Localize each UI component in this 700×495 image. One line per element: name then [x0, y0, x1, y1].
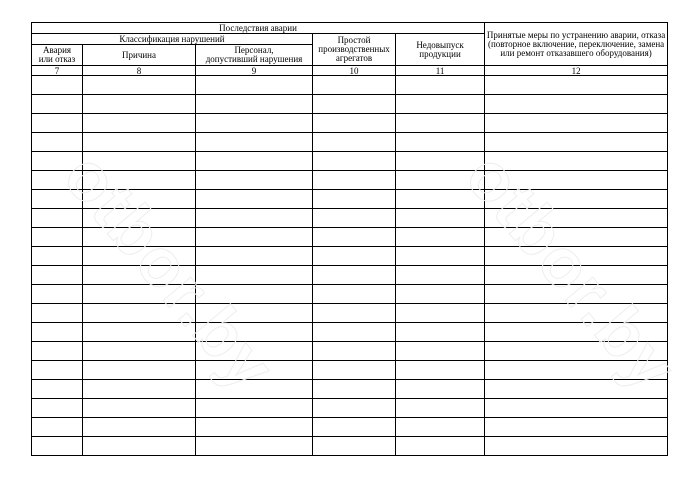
table-cell[interactable]: [396, 228, 485, 247]
table-cell[interactable]: [32, 228, 83, 247]
table-cell[interactable]: [313, 247, 396, 266]
table-cell[interactable]: [32, 152, 83, 171]
table-cell[interactable]: [83, 380, 196, 399]
column-number: 7: [32, 66, 83, 76]
table-row: [32, 209, 668, 228]
table-cell[interactable]: [313, 323, 396, 342]
table-cell[interactable]: [32, 133, 83, 152]
table-cell[interactable]: [32, 437, 83, 456]
table-cell[interactable]: [32, 171, 83, 190]
table-row: [32, 133, 668, 152]
table-cell[interactable]: [196, 76, 313, 95]
table-cell[interactable]: [83, 266, 196, 285]
table-cell[interactable]: [396, 323, 485, 342]
table-cell[interactable]: [485, 323, 668, 342]
table-cell[interactable]: [83, 76, 196, 95]
table-cell[interactable]: [196, 171, 313, 190]
table-cell[interactable]: [485, 76, 668, 95]
table-cell[interactable]: [485, 95, 668, 114]
table-cell[interactable]: [313, 76, 396, 95]
table-cell[interactable]: [485, 418, 668, 437]
table-cell[interactable]: [485, 133, 668, 152]
table-cell[interactable]: [485, 114, 668, 133]
accident-log-table: [31, 22, 668, 456]
header-accident: Авария или отказ: [32, 45, 83, 66]
table-cell[interactable]: [83, 418, 196, 437]
table-cell[interactable]: [485, 247, 668, 266]
table-cell[interactable]: [83, 247, 196, 266]
watermark-logo: otbor.by: [451, 138, 692, 406]
table-cell[interactable]: [32, 190, 83, 209]
table-cell[interactable]: [196, 380, 313, 399]
table-cell[interactable]: [196, 342, 313, 361]
table-cell[interactable]: [196, 190, 313, 209]
table-cell[interactable]: [313, 285, 396, 304]
table-cell[interactable]: [313, 152, 396, 171]
table-cell[interactable]: [313, 266, 396, 285]
table-cell[interactable]: [196, 95, 313, 114]
table-cell[interactable]: [313, 342, 396, 361]
watermark-logo: otbor.by: [49, 138, 290, 406]
table-cell[interactable]: [485, 152, 668, 171]
table-row: [32, 247, 668, 266]
table-cell[interactable]: [32, 285, 83, 304]
table-cell[interactable]: [396, 152, 485, 171]
column-number: 11: [396, 66, 485, 76]
table-cell[interactable]: [485, 437, 668, 456]
table-row: [32, 190, 668, 209]
table-cell[interactable]: [83, 133, 196, 152]
table-cell[interactable]: [196, 361, 313, 380]
table-cell[interactable]: [83, 399, 196, 418]
table-cell[interactable]: [32, 114, 83, 133]
table-cell[interactable]: [32, 304, 83, 323]
table-cell[interactable]: [396, 209, 485, 228]
table-row: [32, 152, 668, 171]
table-cell[interactable]: [485, 399, 668, 418]
table-cell[interactable]: [32, 380, 83, 399]
table-row: [32, 399, 668, 418]
table-cell[interactable]: [83, 361, 196, 380]
column-number: 8: [83, 66, 196, 76]
header-measures: Принятые меры по устранению аварии, отказа (повторное включение, переключение, замена или ремонт отказавшего оборудования): [485, 23, 668, 66]
table-cell[interactable]: [196, 133, 313, 152]
table-cell[interactable]: [396, 304, 485, 323]
table-row: [32, 380, 668, 399]
table-cell[interactable]: [83, 228, 196, 247]
table-cell[interactable]: [313, 133, 396, 152]
table-cell[interactable]: [196, 209, 313, 228]
table-cell[interactable]: [485, 228, 668, 247]
header-violation-class: Классификация нарушений: [32, 34, 313, 45]
table-cell[interactable]: [32, 361, 83, 380]
table-cell[interactable]: [196, 114, 313, 133]
table-cell[interactable]: [196, 285, 313, 304]
table-cell[interactable]: [396, 380, 485, 399]
table-cell[interactable]: [396, 342, 485, 361]
table-cell[interactable]: [396, 133, 485, 152]
table-cell[interactable]: [313, 399, 396, 418]
table-cell[interactable]: [32, 342, 83, 361]
table-cell[interactable]: [32, 399, 83, 418]
table-row: [32, 95, 668, 114]
table-cell[interactable]: [485, 361, 668, 380]
table-row: [32, 76, 668, 95]
table-row: [32, 285, 668, 304]
table-cell[interactable]: [32, 418, 83, 437]
table-cell[interactable]: [83, 95, 196, 114]
table-cell[interactable]: [396, 171, 485, 190]
table-cell[interactable]: [396, 114, 485, 133]
table-cell[interactable]: [313, 171, 396, 190]
table-cell[interactable]: [83, 152, 196, 171]
table-cell[interactable]: [313, 418, 396, 437]
table-cell[interactable]: [32, 76, 83, 95]
table-cell[interactable]: [396, 76, 485, 95]
table-cell[interactable]: [396, 190, 485, 209]
table-cell[interactable]: [32, 247, 83, 266]
table-cell[interactable]: [83, 114, 196, 133]
table-cell[interactable]: [83, 190, 196, 209]
table-cell[interactable]: [485, 266, 668, 285]
table-cell[interactable]: [196, 228, 313, 247]
table-row: [32, 171, 668, 190]
table-cell[interactable]: [196, 247, 313, 266]
table-row: [32, 342, 668, 361]
column-number: 9: [196, 66, 313, 76]
table-cell[interactable]: [396, 437, 485, 456]
table-row: [32, 304, 668, 323]
header-consequences: Последствия аварии: [32, 23, 485, 34]
table-cell[interactable]: [83, 342, 196, 361]
table-cell[interactable]: [313, 95, 396, 114]
table-cell[interactable]: [313, 304, 396, 323]
table-cell[interactable]: [83, 304, 196, 323]
table-cell[interactable]: [313, 380, 396, 399]
table-row: [32, 361, 668, 380]
table-cell[interactable]: [196, 152, 313, 171]
table-cell[interactable]: [196, 266, 313, 285]
table-cell[interactable]: [32, 95, 83, 114]
table-cell[interactable]: [396, 399, 485, 418]
table-cell[interactable]: [313, 361, 396, 380]
table-body: [32, 76, 668, 456]
header-downtime: Простой производственных агрегатов: [313, 34, 396, 66]
table-cell[interactable]: [32, 266, 83, 285]
table-cell[interactable]: [83, 437, 196, 456]
table-cell[interactable]: [485, 380, 668, 399]
table-cell[interactable]: [396, 266, 485, 285]
table-cell[interactable]: [313, 209, 396, 228]
table-row: [32, 114, 668, 133]
table-cell[interactable]: [83, 285, 196, 304]
column-number: 12: [485, 66, 668, 76]
table-cell[interactable]: [196, 437, 313, 456]
table-cell[interactable]: [83, 323, 196, 342]
table-cell[interactable]: [485, 171, 668, 190]
table-cell[interactable]: [313, 114, 396, 133]
table-cell[interactable]: [396, 418, 485, 437]
table-row: [32, 418, 668, 437]
table-cell[interactable]: [196, 323, 313, 342]
header-cause: Причина: [83, 45, 196, 66]
table-row: [32, 228, 668, 247]
table-cell[interactable]: [83, 171, 196, 190]
table-cell[interactable]: [485, 304, 668, 323]
table-cell[interactable]: [196, 304, 313, 323]
table-cell[interactable]: [313, 228, 396, 247]
table-cell[interactable]: [396, 285, 485, 304]
table-cell[interactable]: [313, 190, 396, 209]
table-cell[interactable]: [396, 95, 485, 114]
table-row: [32, 323, 668, 342]
table-cell[interactable]: [196, 418, 313, 437]
table-cell[interactable]: [485, 209, 668, 228]
table-cell[interactable]: [396, 361, 485, 380]
table-cell[interactable]: [485, 190, 668, 209]
table-cell[interactable]: [313, 437, 396, 456]
table-cell[interactable]: [396, 247, 485, 266]
table-cell[interactable]: [485, 285, 668, 304]
table-cell[interactable]: [196, 399, 313, 418]
table-cell[interactable]: [32, 209, 83, 228]
table-cell[interactable]: [83, 209, 196, 228]
column-number: 10: [313, 66, 396, 76]
table-cell[interactable]: [485, 342, 668, 361]
header-underproduction: Недовыпуск продукции: [396, 34, 485, 66]
table-row: [32, 266, 668, 285]
table-row: [32, 437, 668, 456]
table-cell[interactable]: [32, 323, 83, 342]
header-personnel: Персонал, допустивший нарушения: [196, 45, 313, 66]
